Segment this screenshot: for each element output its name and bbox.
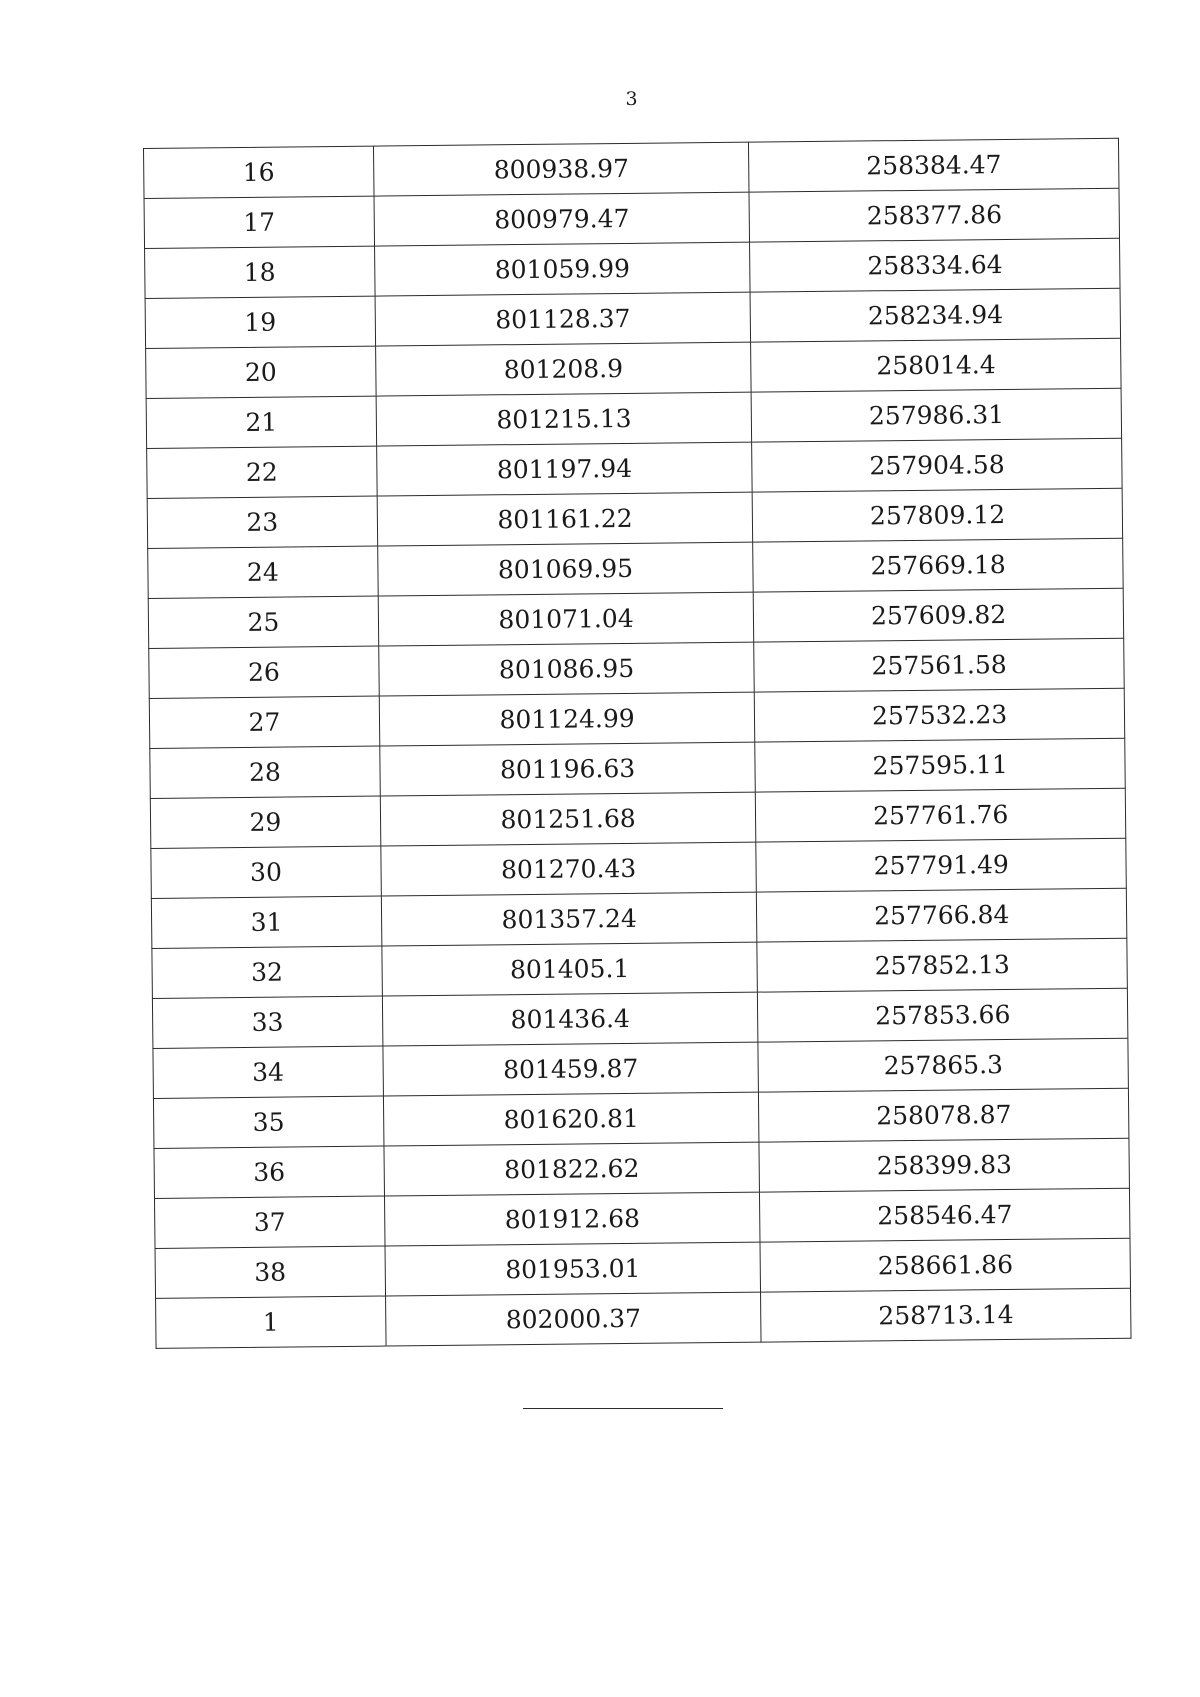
page-number: 3 (625, 88, 639, 110)
y-coordinate-cell: 257791.49 (756, 838, 1126, 892)
x-coordinate-cell: 801124.99 (379, 692, 755, 746)
point-number-cell: 16 (144, 146, 374, 198)
y-coordinate-cell: 257761.76 (756, 788, 1126, 842)
point-number-cell: 28 (150, 746, 380, 798)
x-coordinate-cell: 801912.68 (384, 1192, 760, 1246)
x-coordinate-cell: 801251.68 (380, 792, 756, 846)
point-number-cell: 27 (149, 696, 379, 748)
end-of-document-rule (523, 1408, 723, 1409)
y-coordinate-cell: 257532.23 (755, 688, 1125, 742)
coordinates-table-body (144, 138, 1132, 1348)
x-coordinate-cell: 801086.95 (379, 642, 755, 696)
point-number-cell: 35 (153, 1096, 383, 1148)
y-coordinate-cell: 257609.82 (754, 588, 1124, 642)
x-coordinate-cell: 801270.43 (381, 842, 757, 896)
point-number-cell: 34 (153, 1046, 383, 1098)
x-coordinate-cell: 801161.22 (377, 492, 753, 546)
x-coordinate-cell: 801215.13 (376, 392, 752, 446)
point-number-cell: 33 (152, 996, 382, 1048)
x-coordinate-cell: 801196.63 (380, 742, 756, 796)
point-number-cell: 20 (146, 346, 376, 398)
point-number-cell: 22 (147, 446, 377, 498)
y-coordinate-cell: 257766.84 (757, 888, 1127, 942)
x-coordinate-cell: 801059.99 (374, 242, 750, 296)
y-coordinate-cell: 257986.31 (751, 388, 1121, 442)
point-number-cell: 26 (149, 646, 379, 698)
y-coordinate-cell: 258384.47 (749, 138, 1119, 192)
y-coordinate-cell: 258014.4 (751, 338, 1121, 392)
point-number-cell: 25 (148, 596, 378, 648)
y-coordinate-cell: 258661.86 (760, 1238, 1130, 1292)
point-number-cell: 19 (145, 296, 375, 348)
x-coordinate-cell: 801822.62 (384, 1142, 760, 1196)
y-coordinate-cell: 257669.18 (753, 538, 1123, 592)
x-coordinate-cell: 800938.97 (373, 142, 749, 196)
point-number-cell: 23 (147, 496, 377, 548)
y-coordinate-cell: 257595.11 (755, 738, 1125, 792)
y-coordinate-cell: 257561.58 (754, 638, 1124, 692)
x-coordinate-cell: 801436.4 (382, 992, 758, 1046)
x-coordinate-cell: 801459.87 (383, 1042, 759, 1096)
point-number-cell: 32 (152, 946, 382, 998)
point-number-cell: 30 (151, 846, 381, 898)
y-coordinate-cell: 257852.13 (757, 938, 1127, 992)
y-coordinate-cell: 258546.47 (760, 1188, 1130, 1242)
y-coordinate-cell: 258234.94 (750, 288, 1120, 342)
x-coordinate-cell: 801071.04 (378, 592, 754, 646)
y-coordinate-cell: 258377.86 (749, 188, 1119, 242)
y-coordinate-cell: 257809.12 (753, 488, 1123, 542)
x-coordinate-cell: 801357.24 (381, 892, 757, 946)
y-coordinate-cell: 257865.3 (758, 1038, 1128, 1092)
table-row (156, 1288, 1131, 1348)
x-coordinate-cell: 801405.1 (382, 942, 758, 996)
point-number-cell: 1 (156, 1296, 386, 1348)
point-number-cell: 37 (155, 1196, 385, 1248)
point-number-cell: 21 (146, 396, 376, 448)
x-coordinate-cell: 801208.9 (375, 342, 751, 396)
x-coordinate-cell: 802000.37 (385, 1292, 761, 1346)
x-coordinate-cell: 800979.47 (374, 192, 750, 246)
point-number-cell: 24 (148, 546, 378, 598)
y-coordinate-cell: 258399.83 (759, 1138, 1129, 1192)
x-coordinate-cell: 801620.81 (383, 1092, 759, 1146)
coordinates-table (143, 138, 1132, 1349)
point-number-cell: 17 (144, 196, 374, 248)
point-number-cell: 38 (155, 1246, 385, 1298)
y-coordinate-cell: 258713.14 (761, 1288, 1131, 1342)
x-coordinate-cell: 801128.37 (375, 292, 751, 346)
point-number-cell: 31 (151, 896, 381, 948)
x-coordinate-cell: 801197.94 (376, 442, 752, 496)
y-coordinate-cell: 257853.66 (758, 988, 1128, 1042)
y-coordinate-cell: 258334.64 (750, 238, 1120, 292)
y-coordinate-cell: 258078.87 (759, 1088, 1129, 1142)
point-number-cell: 29 (150, 796, 380, 848)
point-number-cell: 18 (145, 246, 375, 298)
point-number-cell: 36 (154, 1146, 384, 1198)
x-coordinate-cell: 801069.95 (377, 542, 753, 596)
x-coordinate-cell: 801953.01 (385, 1242, 761, 1296)
y-coordinate-cell: 257904.58 (752, 438, 1122, 492)
